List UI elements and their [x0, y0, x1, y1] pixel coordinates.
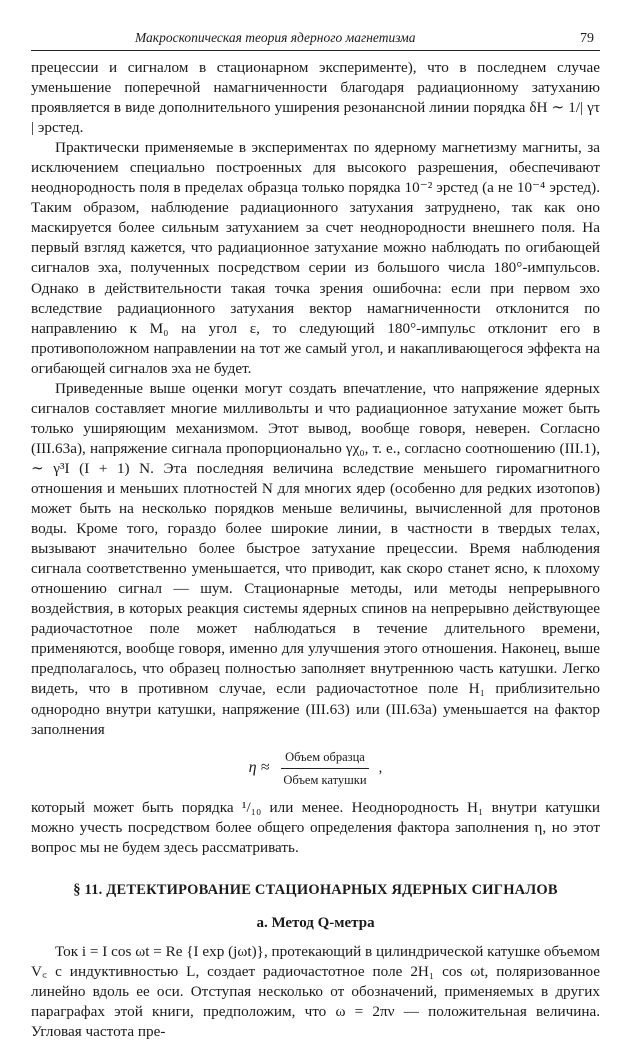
subsection-title: а. Метод Q-метра	[256, 914, 375, 931]
formula-numerator: Объем образца	[281, 747, 369, 769]
paragraph-magnets: Практически применяемые в экспериментах по ядерному магнетизму магниты, за исключением специально построенных для высокого разрешения, обеспечивают неоднородность поля в пределах образца только порядка 10⁻² эрстед (а не 10⁻⁴ эрстед). Таким образом, наблюдение радиационного затухания затруднено, так как оно маскируется более сильным затуханием за счет неоднородности внешнего поля. На первый взгляд кажется, что радиационное затухание можно наблюдать по огибающей сигналов эха, полученных посредством серии из большого числа 180°-импульсов. Однако в действительности такая точка зрения ошибочна: если при первом эхо вследствие радиационного затухания вектор намагниченности отклонится по направлению к M₀ на угол ε, то следующий 180°-импульс отклонит его в противоположном направлении на тот же самый угол, и накапливающегося эффекта на огибающей сигналов эха не будет.	[31, 139, 600, 377]
book-page	[31, 30, 600, 1042]
paragraph-estimates: Приведенные выше оценки могут создать впечатление, что напряжение ядерных сигналов составляет многие милливольты и что радиационное затухание может быть только уширяющим механизмом. Этот вывод, вообще говоря, неверен. Согласно (III.63а), напряжение сигнала пропорционально γχ₀, т. е., согласно соотношению (III.1), ∼ γ³I (I + 1) N. Эта последняя величина вследствие меньшего гиромагнитного отношения и меньших плотностей N для многих ядер (особенно для редких изотопов) может быть на несколько порядков меньше величины, вычисленной для протонов воды. Кроме того, гораздо более широкие линии, в частности в твердых телах, вызывают значительно более быстрое затухание прецессии. Время наблюдения сигнала соответственно уменьшается, что приводит, как скоро станет ясно, к плохому отношению сигнал — шум. Стационарные методы, или методы непрерывного воздействия, в которых реакция системы ядерных спинов на непрерывно действующее радиочастотное поле может наблюдаться в течение длительного времени, применяются, вообще говоря, именно для улучшения этого отношения. Наконец, выше предполагалось, что образец полностью заполняет внутреннюю часть катушки. Легко видеть, что в противном случае, если радиочастотное поле H₁ приблизительно однородно внутри катушки, напряжение (III.63) или (III.63а) уменьшается на фактор заполнения	[31, 379, 600, 738]
filling-factor-formula	[31, 747, 600, 790]
paragraph-current: Ток i = I cos ωt = Re {I exp (jωt)}, протекающий в цилиндрической катушке объемом V꜀ с индуктивностью L, создает радиочастотное поле 2H₁ cos ωt, поляризованное линейно вдоль ее оси. Отступая несколько от обозначений, применяемых в других параграфах этой книги, предположим, что ω = 2πν — положительная величина. Угловая частота пре-	[31, 942, 600, 1041]
header-title: Макроскопическая теория ядерного магнетизма	[135, 30, 416, 45]
formula-trailing: ,	[378, 760, 383, 777]
paragraph-filling-factor: который может быть порядка ¹/₁₀ или менее. Неоднородность H₁ внутри катушки можно учесть посредством более общего определения фактора заполнения η, но этот вопрос мы не будем здесь рассматривать.	[31, 798, 600, 856]
formula-fraction	[279, 747, 370, 790]
formula-lhs: η ≈	[248, 759, 270, 777]
running-header	[31, 30, 600, 51]
section-title: § 11. ДЕТЕКТИРОВАНИЕ СТАЦИОНАРНЫХ ЯДЕРНЫХ СИГНАЛОВ	[73, 881, 558, 898]
page-number: 79	[580, 31, 594, 46]
paragraph-continuation: прецессии и сигналом в стационарном эксперименте), что в последнем случае уменьшение поперечной намагниченности благодаря радиационному затуханию проявляется в виде дополнительного уширения резонансной линии порядка δH ∼ 1/| γτ | эрстед.	[31, 59, 600, 137]
body-text	[31, 58, 600, 1042]
formula-denominator: Объем катушки	[283, 772, 367, 787]
